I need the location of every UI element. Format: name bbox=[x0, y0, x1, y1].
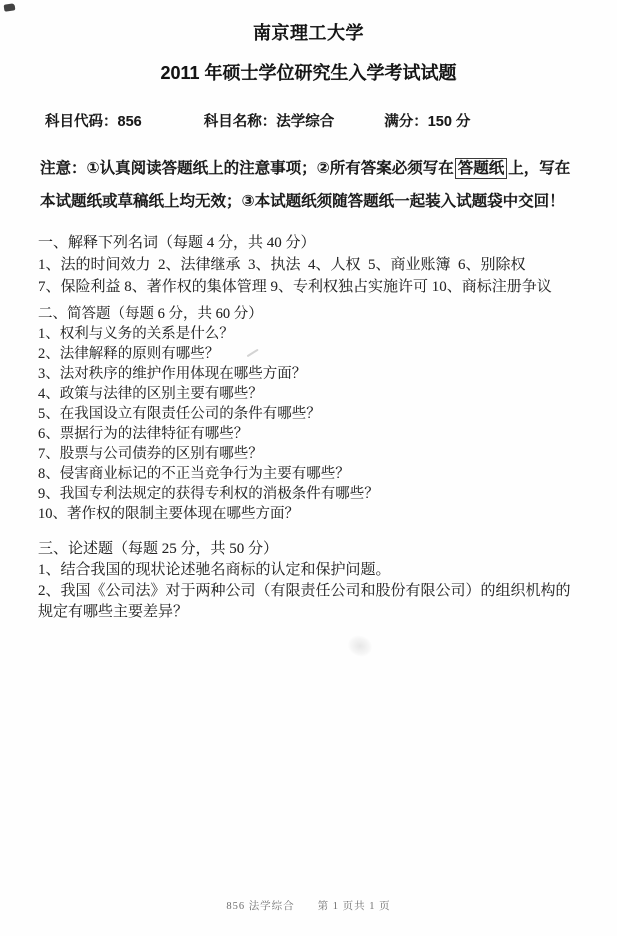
exam-notice bbox=[40, 152, 585, 218]
notice-line2: 本试题纸或草稿纸上均无效；③本试题纸须随答题纸一起装入试题袋中交回！ bbox=[40, 193, 565, 210]
university-title: 南京理工大学 bbox=[253, 23, 364, 43]
question-line: 10、著作权的限制主要体现在哪些方面？ bbox=[38, 506, 299, 522]
question-line: 1、权利与义务的关系是什么？ bbox=[38, 326, 234, 342]
exam-title: 2011 年硕士学位研究生入学考试试题 bbox=[160, 63, 457, 83]
question-line: 4、政策与法律的区别主要有哪些？ bbox=[38, 386, 263, 402]
page-footer: 856 法学综合 第 1 页共 1 页 bbox=[226, 901, 391, 912]
notice-line1-suffix: 上，写在 bbox=[508, 160, 571, 177]
question-line: 1、法的时间效力 2、法律继承 3、执法 4、人权 5、商业账簿 6、别除权 bbox=[38, 257, 526, 273]
full-score-label: 满分： bbox=[384, 114, 428, 130]
section-short-answer bbox=[38, 304, 583, 524]
subject-name-field bbox=[204, 114, 335, 130]
subject-info-row bbox=[45, 110, 597, 131]
question-line: 8、侵害商业标记的不正当竞争行为主要有哪些？ bbox=[38, 466, 350, 482]
section-essay bbox=[38, 539, 572, 623]
question-line: 2、法律解释的原则有哪些？ bbox=[38, 346, 220, 362]
question-line: 5、在我国设立有限责任公司的条件有哪些？ bbox=[38, 406, 321, 422]
question-line: 9、我国专利法规定的获得专利权的消极条件有哪些？ bbox=[38, 486, 379, 502]
notice-boxed-term: 答题纸 bbox=[455, 158, 508, 179]
full-score-value: 150 分 bbox=[427, 114, 471, 130]
question-line: 3、法对秩序的维护作用体现在哪些方面？ bbox=[38, 366, 307, 382]
section-2-title: 二、简答题（每题 6 分，共 60 分） bbox=[38, 306, 263, 322]
scan-smudge bbox=[345, 632, 374, 659]
notice-line1-prefix: 注意：①认真阅读答题纸上的注意事项；②所有答案必须写在 bbox=[40, 160, 454, 177]
subject-name-value: 法学综合 bbox=[276, 114, 335, 130]
scan-corner-mark bbox=[4, 3, 16, 11]
question-line: 2、我国《公司法》对于两种公司（有限责任公司和股份有限公司）的组织机构的规定有哪些主要差异？ bbox=[38, 583, 571, 620]
question-line: 6、票据行为的法律特征有哪些？ bbox=[38, 426, 249, 442]
subject-name-label: 科目名称： bbox=[203, 114, 277, 130]
subject-code-field bbox=[45, 114, 142, 130]
subject-code-label: 科目代码： bbox=[45, 114, 118, 130]
question-line: 7、保险利益 8、著作权的集体管理 9、专利权独占实施许可 10、商标注册争议 bbox=[38, 279, 552, 295]
section-1-title: 一、解释下列名词（每题 4 分，共 40 分） bbox=[38, 235, 316, 251]
section-3-title: 三、论述题（每题 25 分，共 50 分） bbox=[38, 541, 279, 557]
full-score-field bbox=[384, 114, 470, 130]
question-line: 1、结合我国的现状论述驰名商标的认定和保护问题。 bbox=[38, 562, 391, 578]
question-line: 7、股票与公司债券的区别有哪些？ bbox=[38, 446, 263, 462]
subject-code-value: 856 bbox=[117, 114, 142, 130]
section-term-definitions bbox=[38, 232, 583, 298]
